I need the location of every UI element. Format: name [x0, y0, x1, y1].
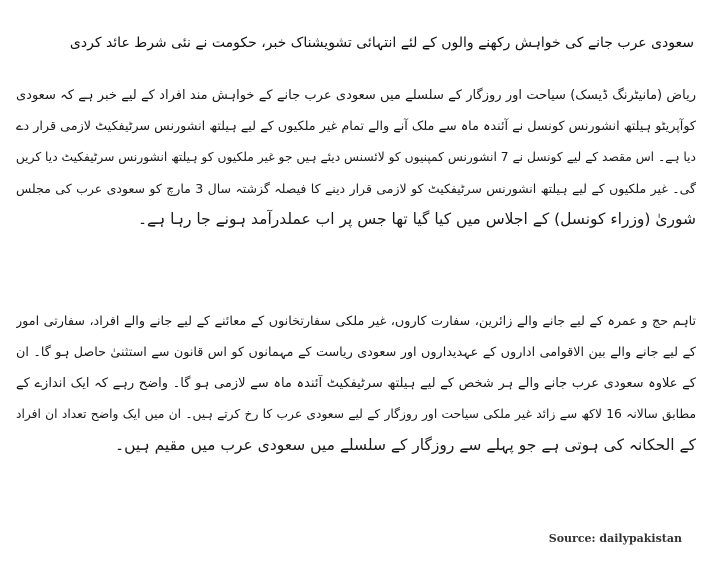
article-paragraph	[16, 306, 696, 461]
paragraph-line: کے علاوہ سعودی عرب جانے والے ہر شخص کے لیے ہیلتھ سرٹیفکیٹ آئندہ ماہ سے لازمی ہو گا۔ واضح رہے کہ ایک اندازے کے	[16, 376, 696, 391]
headline: سعودی عرب جانے کی خواہش رکھنے والوں کے لئے انتہائی تشویشناک خبر، حکومت نے نئی شرط عائد کردی	[69, 35, 694, 51]
paragraph-line: ریاض (مانیٹرنگ ڈیسک) سیاحت اور روزگار کے سلسلے میں سعودی عرب جانے کے خواہش مند افراد کے لیے خبر ہے کہ سعودی	[16, 88, 696, 103]
paragraph-line: کے لیے جانے والے بین الاقوامی اداروں کے عہدیداروں اور سعودی ریاست کے مہمانوں کو اس قانون سے استثنیٰ حاصل ہو گا۔ ان	[16, 345, 696, 360]
paragraph-line: تاہم حج و عمرہ کے لیے جانے والے زائرین، سفارت کاروں، غیر ملکی سفارتخانوں کے معائنے کے لیے جانے والے افراد، سفارتی امور	[16, 314, 696, 329]
paragraph-line: دیا ہے۔ اس مقصد کے لیے کونسل نے 7 انشورنس کمپنیوں کو لائسنس دیئے ہیں جو غیر ملکیوں کو ہیلتھ انشورنس سرٹیفکیٹ دیا کریں	[16, 150, 696, 164]
paragraph-line: کوآپریٹو ہیلتھ انشورنس کونسل نے آئندہ ماہ سے ملک آنے والے تمام غیر ملکیوں کے لیے ہیلتھ انشورنس سرٹیفکیٹ لازمی قرار دے	[16, 119, 696, 134]
paragraph-line: کے الحکانہ کی ہوتی ہے جو پہلے سے روزگار کے سلسلے میں سعودی عرب میں مقیم ہیں۔	[115, 436, 696, 454]
paragraph-line: گی۔ غیر ملکیوں کے لیے ہیلتھ انشورنس سرٹیفکیٹ کو لازمی قرار دینے کا فیصلہ گزشتہ سال 3 مارچ کو سعودی عرب کی مجلس	[16, 181, 696, 196]
article-paragraph	[16, 80, 696, 235]
paragraph-line: شوریٰ (وزراء کونسل) کے اجلاس میں کیا گیا تھا جس پر اب عملدرآمد ہونے جا رہا ہے۔	[137, 210, 696, 228]
source-credit: Source: dailypakistan	[548, 532, 682, 545]
paragraph-line: مطابق سالانہ 16 لاکھ سے زائد غیر ملکی سیاحت اور روزگار کے لیے سعودی عرب کا رخ کرتے ہیں۔ ان میں ایک واضح تعداد ان افراد	[16, 407, 696, 421]
